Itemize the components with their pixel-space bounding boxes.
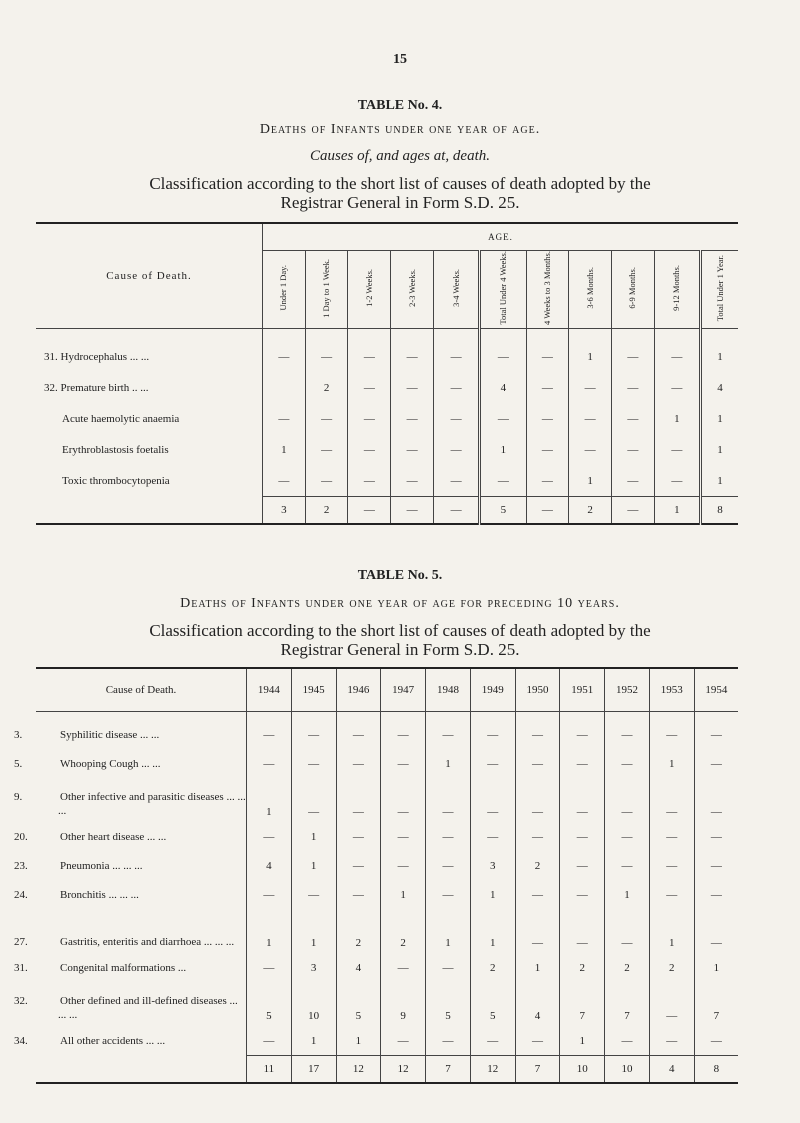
table5-cell: — [694, 720, 738, 749]
table5-cause-cell [14, 1026, 247, 1056]
table5-cell: 2 [515, 851, 560, 880]
table5-cell: 5 [336, 982, 381, 1026]
table5-cell: — [426, 953, 471, 982]
table4-col-header [654, 251, 700, 329]
table5-cell: 5 [426, 982, 471, 1026]
table4-cell: — [569, 434, 612, 465]
table5-year-header: 1953 [649, 668, 694, 712]
table5-cell: — [694, 822, 738, 851]
table4-col-header-label: 3-4 Weeks. [450, 269, 461, 307]
page-number: 15 [393, 52, 407, 67]
table4-row [36, 465, 738, 497]
table5-cell: — [470, 720, 515, 749]
table5-cell: 1 [560, 1026, 605, 1056]
table5-cell: — [605, 909, 650, 953]
table4-cell: — [612, 465, 655, 497]
table5-year-header: 1949 [470, 668, 515, 712]
table5-cause: All other accidents ... ... [60, 1034, 166, 1047]
table4 [36, 222, 738, 525]
table4-cell: — [526, 372, 569, 403]
table4-cell: — [391, 434, 434, 465]
table4-col-header [526, 251, 569, 329]
table5-cell: 1 [291, 909, 336, 953]
table4-row [36, 403, 738, 434]
table4-cell: 1 [701, 341, 738, 372]
table5-cause-cell [14, 880, 247, 909]
table5-cell: 2 [336, 909, 381, 953]
table4-cell: — [391, 372, 434, 403]
table4-col-header-label: 3-6 Months. [584, 267, 595, 309]
table5-cell: — [247, 720, 292, 749]
table4-row [36, 372, 738, 403]
table4-cell: 2 [305, 372, 348, 403]
table4-cell: — [348, 341, 391, 372]
table4-cell: 1 [654, 403, 700, 434]
table5-cell: — [381, 778, 426, 822]
table5-cell: 1 [426, 749, 471, 778]
table4-cause: 31. Hydrocephalus ... ... [44, 350, 150, 363]
table4-cell: — [305, 341, 348, 372]
table5-cell: 1 [336, 1026, 381, 1056]
table5-cell: 1 [515, 953, 560, 982]
table5-cause-wrap [14, 935, 246, 949]
table5-cell: 1 [649, 909, 694, 953]
table5-cell: — [605, 851, 650, 880]
table4-col-header [433, 251, 479, 329]
table5-cell: 1 [470, 880, 515, 909]
table5-cell: 3 [291, 953, 336, 982]
table5-cell: — [605, 822, 650, 851]
table4-cell: — [480, 403, 526, 434]
table5-cell: — [515, 720, 560, 749]
table4-total-cell: 2 [305, 497, 348, 525]
table4-cell: — [305, 434, 348, 465]
table5-cell: — [470, 1026, 515, 1056]
table4-col-header [480, 251, 526, 329]
table4-cell: 1 [701, 403, 738, 434]
table4-cell: — [612, 403, 655, 434]
table4-cell: — [433, 372, 479, 403]
table5-cause-number: 31. [14, 961, 28, 974]
table4-cell: — [480, 341, 526, 372]
table5-cause-cell [14, 778, 247, 822]
table5-cell: — [426, 822, 471, 851]
table5-cell: — [381, 749, 426, 778]
table4-cell: 1 [480, 434, 526, 465]
table4-subtitle: Deaths of Infants under one year of age. [259, 122, 541, 137]
table5-cell: 1 [426, 909, 471, 953]
table4-cell: — [433, 403, 479, 434]
table5-cell: 5 [470, 982, 515, 1026]
table5-cell: 7 [694, 982, 738, 1026]
table4-cell: 4 [480, 372, 526, 403]
table5-cause: Syphilitic disease ... ... [60, 728, 160, 741]
table5-cause-wrap [14, 1034, 246, 1048]
table4-col-header-label: Total Under 4 Weeks. [497, 251, 508, 325]
table5-subtitle: Deaths of Infants under one year of age for preceding 10 years. [180, 596, 620, 611]
table4-row [36, 341, 738, 372]
table5-cell: — [560, 778, 605, 822]
table4-total-cell: 1 [654, 497, 700, 525]
table4-cell: — [526, 434, 569, 465]
table5-cell: — [560, 749, 605, 778]
table5-year-header: 1948 [426, 668, 471, 712]
table5-cause-number: 5. [14, 757, 23, 770]
table5-cell: — [247, 822, 292, 851]
table5-cell: — [605, 778, 650, 822]
table5-cell: — [515, 909, 560, 953]
table4-cell: — [526, 341, 569, 372]
table4-cell: — [305, 465, 348, 497]
table4-cell: 4 [701, 372, 738, 403]
table5-year-header: 1944 [247, 668, 292, 712]
table4-total-cell: 3 [263, 497, 306, 525]
table4-col-header-label: 9-12 Months. [671, 265, 682, 311]
table4-cell: 1 [263, 434, 306, 465]
table5-row [36, 982, 738, 1026]
table5-cell: — [336, 851, 381, 880]
table5-cause-wrap [14, 994, 246, 1022]
table4-col-header-label: 1 Day to 1 Week. [321, 258, 332, 318]
table5-title: TABLE No. 5. [357, 568, 443, 583]
table5-cell: — [560, 851, 605, 880]
table5-total-cell: 8 [694, 1056, 738, 1084]
table5-cause-number: 24. [14, 888, 28, 901]
table4-title: TABLE No. 4. [357, 98, 443, 113]
table5-cell: — [470, 749, 515, 778]
table4-cell: — [348, 403, 391, 434]
table5-row [36, 822, 738, 851]
table5-total-cell: 17 [291, 1056, 336, 1084]
table5-cell: — [694, 909, 738, 953]
table5-cell: 7 [605, 982, 650, 1026]
table5-year-header: 1945 [291, 668, 336, 712]
table5-cause-cell [14, 851, 247, 880]
table5-cell: 3 [470, 851, 515, 880]
table5-cell: — [694, 1026, 738, 1056]
table5-cell: 5 [247, 982, 292, 1026]
table5-cause-cell [14, 953, 247, 982]
table5-cell: 4 [247, 851, 292, 880]
table5-cell: — [515, 822, 560, 851]
table5-cell: — [426, 880, 471, 909]
table5-total-cell: 4 [649, 1056, 694, 1084]
table5-cell: — [605, 720, 650, 749]
table4-cell: — [612, 434, 655, 465]
table4-cell: 1 [701, 465, 738, 497]
table4-total-cell: 8 [701, 497, 738, 525]
table5-cell: — [649, 822, 694, 851]
table5-cell: — [605, 749, 650, 778]
table4-col-header-label: 1-2 Weeks. [363, 269, 374, 307]
table4-cell: — [391, 403, 434, 434]
table5-cell: — [247, 953, 292, 982]
table4-cell: — [654, 372, 700, 403]
table5-cause-wrap [14, 830, 246, 844]
table4-col-header-label: Under 1 Day. [278, 265, 289, 311]
table5-cell: — [560, 880, 605, 909]
table5-total-cell: 12 [381, 1056, 426, 1084]
table5-cause: Other infective and parasitic diseases ... ... ... [58, 791, 246, 817]
table4-cell: — [612, 341, 655, 372]
table4-total-cell: 5 [480, 497, 526, 525]
table4-cell: — [263, 403, 306, 434]
table5-cell: — [515, 1026, 560, 1056]
table4-col-header-label: 4 Weeks to 3 Months. [541, 251, 552, 326]
table4-cause: Acute haemolytic anaemia [62, 412, 180, 425]
table5-cell: 4 [515, 982, 560, 1026]
table5-cell: — [426, 778, 471, 822]
table4-cell: — [654, 434, 700, 465]
table5-cell: — [381, 953, 426, 982]
table4-total-cell: — [433, 497, 479, 525]
table4-row [36, 434, 738, 465]
table5-description-2: Registrar General in Form S.D. 25. [280, 640, 520, 659]
table5-cause-wrap [14, 790, 246, 818]
table4-cause: Toxic thrombocytopenia [62, 474, 170, 487]
table4-description-1: Classification according to the short list of causes of death adopted by the [149, 174, 651, 193]
table5-cell: 1 [247, 778, 292, 822]
table5-cause-number: 27. [14, 936, 28, 948]
table4-cause: 32. Premature birth .. ... [44, 381, 149, 394]
table5-cell: — [560, 720, 605, 749]
table4-cell: 1 [569, 341, 612, 372]
table5-row [36, 851, 738, 880]
table4-cell: — [569, 372, 612, 403]
table4-cell: — [526, 465, 569, 497]
table5-total-cell: 12 [336, 1056, 381, 1084]
table5-cause: Gastritis, enteritis and diarrhoea ... ... ... [60, 936, 235, 948]
table5-cause-cell [14, 749, 247, 778]
table4-cell: — [654, 465, 700, 497]
table5-total-cell: 12 [470, 1056, 515, 1084]
table5-cell: 1 [291, 1026, 336, 1056]
table5-cell: — [694, 880, 738, 909]
table5-cause: Other defined and ill-defined diseases ... ... ... [58, 995, 238, 1021]
table5-cell: — [336, 778, 381, 822]
table5-year-header: 1946 [336, 668, 381, 712]
table5-row [36, 720, 738, 749]
table5-row [36, 953, 738, 982]
table5-year-header: 1952 [605, 668, 650, 712]
table5-cell: — [291, 749, 336, 778]
table5-cause-wrap [14, 757, 246, 771]
table5-total-cell: 10 [605, 1056, 650, 1084]
table5-cause: Other heart disease ... ... [60, 830, 167, 843]
table4-cell: — [391, 465, 434, 497]
table4-col-header [612, 251, 655, 329]
table4-total-cell: — [612, 497, 655, 525]
table5-cause: Pneumonia ... ... ... [60, 859, 143, 872]
table5-cell: 1 [291, 851, 336, 880]
table5-cell: — [381, 1026, 426, 1056]
table4-col-header [348, 251, 391, 329]
table4-col-header [569, 251, 612, 329]
table5-row [36, 749, 738, 778]
table5-cause-wrap [14, 728, 246, 742]
table5-cause-wrap [14, 888, 246, 902]
table5-cell: — [247, 880, 292, 909]
table5-cell: — [247, 749, 292, 778]
table5-cell: — [426, 1026, 471, 1056]
table5-cell: 9 [381, 982, 426, 1026]
table5-cause-number: 9. [14, 791, 23, 803]
table5-cell: — [649, 880, 694, 909]
table5-cell: — [649, 982, 694, 1026]
table4-total-cell: — [391, 497, 434, 525]
table5-cause-number: 3. [14, 728, 23, 741]
table5-cell: — [247, 1026, 292, 1056]
table5-total-cell: 7 [426, 1056, 471, 1084]
table5-cell: — [515, 778, 560, 822]
table4-cell: — [305, 403, 348, 434]
table5-cause-wrap [14, 961, 246, 975]
table5-cell: — [694, 851, 738, 880]
table4-col-header [391, 251, 434, 329]
table4-italic-caption: Causes of, and ages at, death. [310, 148, 490, 164]
table5-year-header: 1947 [381, 668, 426, 712]
table5-cell: — [381, 822, 426, 851]
table5-cause: Bronchitis ... ... ... [60, 888, 139, 901]
table5-cell: — [336, 720, 381, 749]
table4-cell: 1 [701, 434, 738, 465]
table5-cause-number: 34. [14, 1034, 28, 1047]
table5-cell: — [381, 720, 426, 749]
table5-cell: 2 [649, 953, 694, 982]
table5-cell: 2 [470, 953, 515, 982]
table4-cell: — [263, 465, 306, 497]
table5-cell: — [336, 880, 381, 909]
table5-cell: — [694, 778, 738, 822]
table4-col-header [305, 251, 348, 329]
table5-cell: — [649, 778, 694, 822]
table4-cell: — [348, 465, 391, 497]
table5-row [36, 1026, 738, 1056]
table4-cell: — [433, 341, 479, 372]
table4-cell: — [391, 341, 434, 372]
table5-cell: — [649, 1026, 694, 1056]
table5-year-header: 1954 [694, 668, 738, 712]
table4-cell: — [569, 403, 612, 434]
table4-cell: — [654, 341, 700, 372]
table5-cell: 2 [605, 953, 650, 982]
table5-cell: — [605, 1026, 650, 1056]
table5-cell: — [291, 778, 336, 822]
table5-row [36, 778, 738, 822]
table4-age-header: AGE. [263, 223, 739, 251]
table5-cause-cell [14, 909, 247, 953]
table5-cause-cell [14, 982, 247, 1026]
table5-cell: 1 [470, 909, 515, 953]
table4-cell [263, 372, 306, 403]
table4-total-cell: — [348, 497, 391, 525]
table5-cell: — [649, 720, 694, 749]
table5-cell: — [470, 778, 515, 822]
table5-year-header: 1950 [515, 668, 560, 712]
table5-cell: — [649, 851, 694, 880]
table4-col-header-label: 2-3 Weeks. [406, 269, 417, 307]
table5-total-cell: 7 [515, 1056, 560, 1084]
table4-total-cell: — [526, 497, 569, 525]
table5-cell: 1 [291, 822, 336, 851]
table5-year-header: 1951 [560, 668, 605, 712]
table5-total-cell: 10 [560, 1056, 605, 1084]
table4-cell: — [526, 403, 569, 434]
table5-cause-number: 20. [14, 830, 28, 843]
table5-row [36, 880, 738, 909]
table4-cause-header: Cause of Death. [36, 223, 263, 329]
table4-cell: 1 [569, 465, 612, 497]
table5-cell: — [291, 720, 336, 749]
table5-cell: — [694, 749, 738, 778]
table5-cell: 1 [694, 953, 738, 982]
table5-cell: — [470, 822, 515, 851]
table5-row [36, 909, 738, 953]
table5-total-cell: 11 [247, 1056, 292, 1084]
table5-cell: — [426, 851, 471, 880]
table5-cell: 1 [381, 880, 426, 909]
table4-cell: — [348, 434, 391, 465]
table5-cell: 2 [381, 909, 426, 953]
table5-cell: — [336, 822, 381, 851]
table4-cell: — [612, 372, 655, 403]
table5-cause-header: Cause of Death. [36, 668, 247, 712]
table5-cell: 1 [247, 909, 292, 953]
table4-cell: — [433, 434, 479, 465]
table5-cell: 4 [336, 953, 381, 982]
table5-cause: Whooping Cough ... ... [60, 757, 161, 770]
table5-cell: 7 [560, 982, 605, 1026]
table4-cell: — [348, 372, 391, 403]
table5-cell: 2 [560, 953, 605, 982]
table5-cause-wrap [14, 859, 246, 873]
table4-col-header [701, 251, 738, 329]
table5-cause-number: 23. [14, 859, 28, 872]
table5-cause-number: 32. [14, 995, 28, 1007]
table5-cell: — [560, 909, 605, 953]
table4-total-cell: 2 [569, 497, 612, 525]
table5-cell: — [291, 880, 336, 909]
table5 [14, 667, 738, 1084]
table4-col-header [263, 251, 306, 329]
table4-cell: — [263, 341, 306, 372]
table5-cell: 1 [605, 880, 650, 909]
table5-cell: — [426, 720, 471, 749]
table5-cell: 1 [649, 749, 694, 778]
table5-cell: — [515, 749, 560, 778]
table4-col-header-label: Total Under 1 Year. [714, 254, 725, 322]
table4-cell: — [480, 465, 526, 497]
table5-cause-cell [14, 822, 247, 851]
table5-cell: — [560, 822, 605, 851]
table5-cause: Congenital malformations ... [60, 961, 187, 974]
table4-cause: Erythroblastosis foetalis [62, 443, 169, 456]
table5-description-1: Classification according to the short list of causes of death adopted by the [149, 621, 651, 640]
table4-description-2: Registrar General in Form S.D. 25. [280, 193, 520, 212]
table4-col-header-label: 6-9 Months. [627, 267, 638, 309]
table5-cell: 10 [291, 982, 336, 1026]
table5-cause-cell [14, 720, 247, 749]
table4-cell: — [433, 465, 479, 497]
table5-cell: — [515, 880, 560, 909]
table5-cell: — [336, 749, 381, 778]
table5-cell: — [381, 851, 426, 880]
